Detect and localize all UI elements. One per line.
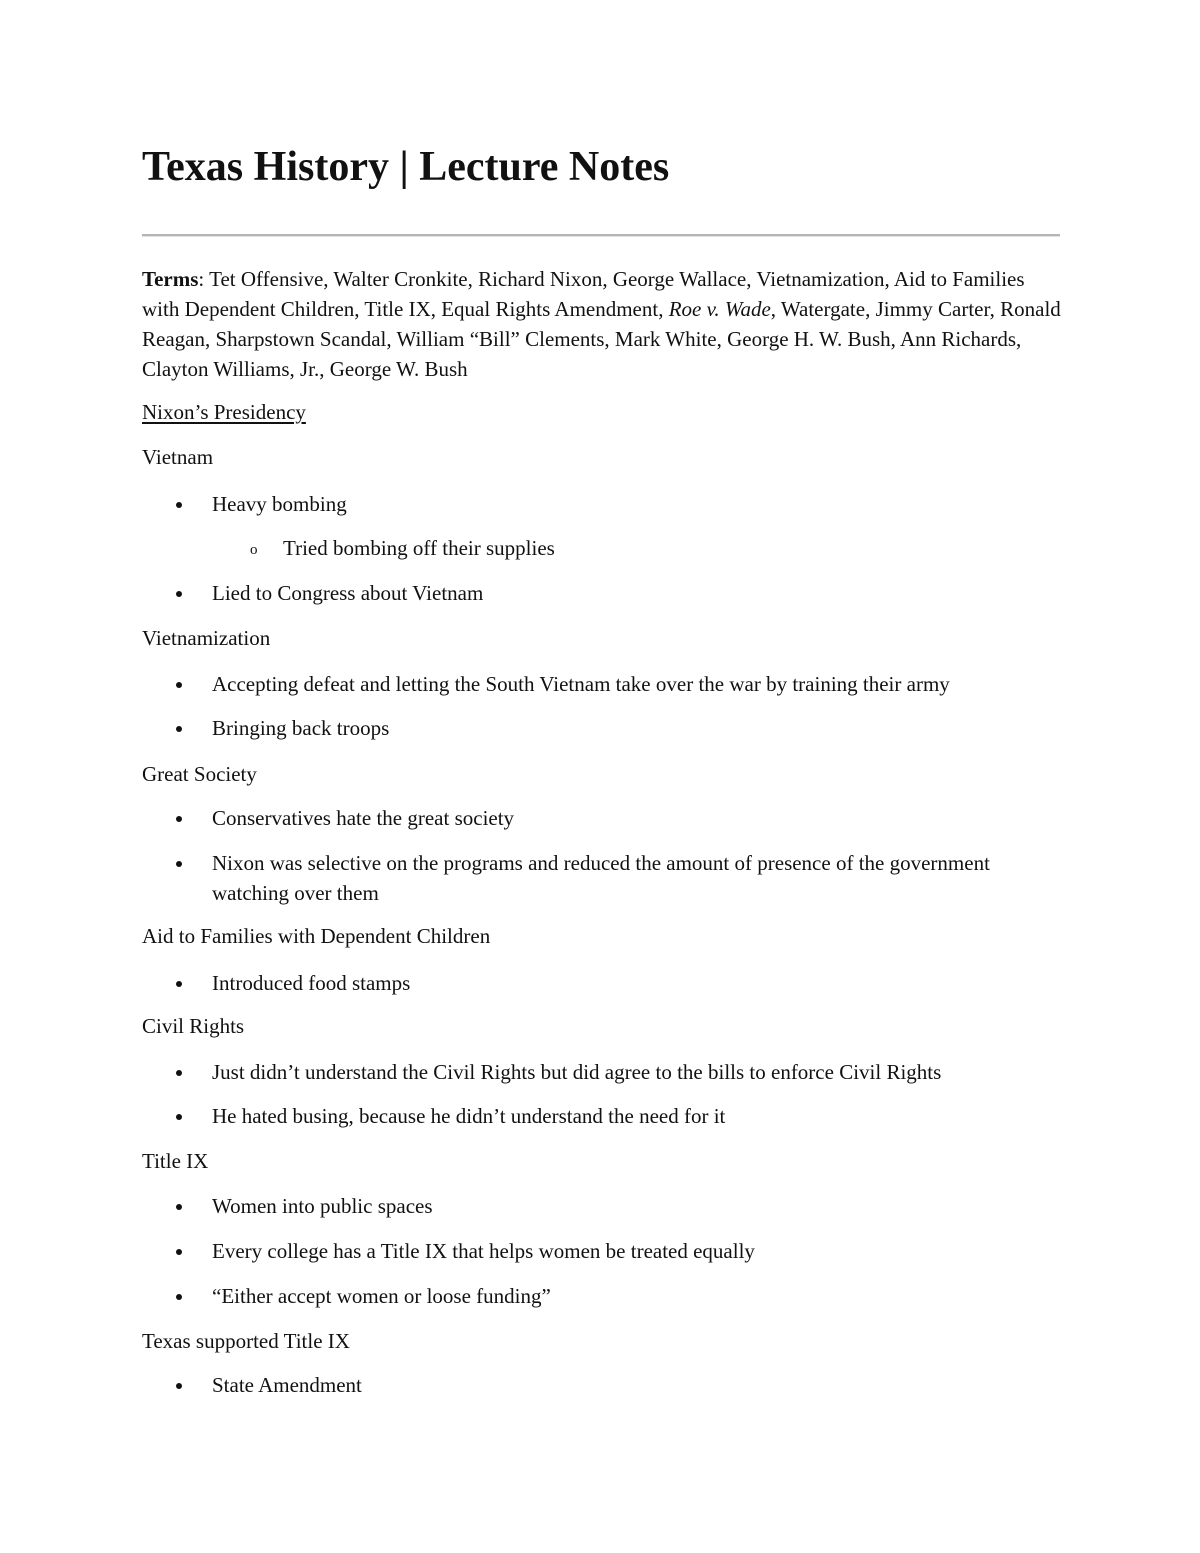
terms-list-part1: Tet Offensive, Walter Cronkite, Richard Nixon, George Wallace, Vietnamization, Aid to Families with Dependent Children, Title IX, Equal Rights Amendment,: [142, 267, 1025, 321]
bullet-icon: [176, 1249, 182, 1255]
bullet-icon: [176, 682, 182, 688]
bullet-item: Conservatives hate the great society: [212, 806, 515, 830]
section-heading: Nixon’s Presidency: [142, 400, 306, 424]
bullet-item: He hated busing, because he didn’t understand the need for it: [212, 1104, 726, 1128]
bullet-item: Introduced food stamps: [212, 971, 411, 995]
bullet-icon: [176, 1070, 182, 1076]
bullet-item: Women into public spaces: [212, 1194, 433, 1218]
terms-paragraph: [142, 264, 1062, 384]
topic-heading: Vietnamization: [142, 626, 271, 650]
terms-list-italic: Roe v. Wade: [668, 297, 771, 321]
bullet-item: State Amendment: [212, 1373, 362, 1397]
bullet-icon: [176, 1294, 182, 1300]
terms-list-part2: , Watergate, Jimmy Carter, Ronald Reagan, Sharpstown Scandal, William “Bill” Clements, Mark White, George H. W. Bush, Ann Richards, Clayton Williams, Jr., George W. Bush: [142, 297, 1061, 381]
bullet-item: “Either accept women or loose funding”: [212, 1284, 551, 1308]
bullet-icon: [176, 1114, 182, 1120]
sub-bullet-icon: o: [250, 542, 258, 558]
topic-heading: Title IX: [142, 1149, 209, 1173]
bullet-item: Lied to Congress about Vietnam: [212, 581, 484, 605]
page-title: Texas History | Lecture Notes: [142, 144, 670, 190]
bullet-icon: [176, 816, 182, 822]
topic-heading: Civil Rights: [142, 1014, 245, 1038]
bullet-icon: [176, 981, 182, 987]
bullet-item: Nixon was selective on the programs and reduced the amount of presence of the government watching over them: [212, 851, 990, 905]
topic-heading: Aid to Families with Dependent Children: [142, 924, 491, 948]
title-divider: [142, 234, 1060, 237]
bullet-icon: [176, 502, 182, 508]
bullet-icon: [176, 861, 182, 867]
bullet-icon: [176, 591, 182, 597]
bullet-item: Just didn’t understand the Civil Rights but did agree to the bills to enforce Civil Rights: [212, 1060, 942, 1084]
bullet-icon: [176, 1383, 182, 1389]
topic-heading: Vietnam: [142, 445, 214, 469]
sub-bullet-item: Tried bombing off their supplies: [283, 536, 555, 560]
topic-heading: Texas supported Title IX: [142, 1329, 350, 1353]
topic-heading: Great Society: [142, 762, 257, 786]
terms-label: Terms: [142, 267, 199, 291]
bullet-item: Every college has a Title IX that helps women be treated equally: [212, 1239, 755, 1263]
bullet-icon: [176, 726, 182, 732]
bullet-item: Bringing back troops: [212, 716, 390, 740]
terms-colon: :: [198, 267, 205, 291]
bullet-item: Accepting defeat and letting the South Vietnam take over the war by training their army: [212, 672, 950, 696]
bullet-item: Heavy bombing: [212, 492, 347, 516]
bullet-icon: [176, 1204, 182, 1210]
